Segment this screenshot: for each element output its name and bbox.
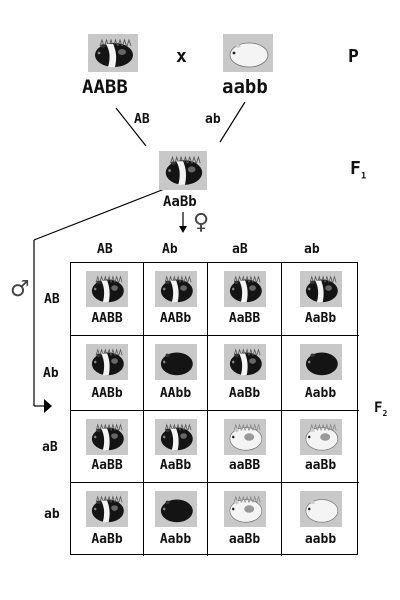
- guinea-pig-icon: [224, 344, 266, 380]
- guinea-pig-icon: [224, 271, 266, 307]
- offspring-genotype: AaBb: [91, 532, 123, 547]
- punnett-cell: [71, 483, 144, 556]
- guinea-pig-eye: [94, 508, 96, 511]
- offspring-genotype: AaBB: [228, 311, 261, 326]
- guinea-pig-icon: [155, 419, 197, 455]
- punnett-cell: [71, 411, 144, 483]
- guinea-pig-icon: [86, 271, 128, 307]
- punnett-cell: [282, 336, 359, 411]
- male-gamete-line-diagonal: [34, 188, 167, 240]
- guinea-pig-icon: [155, 271, 197, 307]
- guinea-pig-icon: [224, 419, 266, 455]
- fur-tuft: [256, 277, 259, 283]
- punnett-cell: [208, 411, 282, 483]
- guinea-pig-eye: [94, 288, 96, 291]
- row-header-3: aB: [42, 440, 58, 455]
- f1-genotype: AaBb: [163, 194, 197, 210]
- parent-left-genotype: AABB: [82, 76, 128, 98]
- guinea-pig-icon: [300, 344, 342, 380]
- f1-guinea-pig: [159, 151, 207, 190]
- fur-rosette: [325, 285, 332, 291]
- grey-fur-patch: [320, 433, 330, 441]
- offspring-guinea-pig: [300, 271, 342, 307]
- guinea-pig-icon: [300, 419, 342, 455]
- male-symbol: ♂: [10, 277, 30, 302]
- punnett-cell: [144, 263, 208, 336]
- punnett-square: [70, 262, 358, 555]
- guinea-pig-ear: [234, 354, 238, 357]
- punnett-cell: [282, 411, 359, 483]
- guinea-pig-icon: [155, 344, 197, 380]
- offspring-guinea-pig: [300, 491, 342, 527]
- guinea-pig-ear: [97, 354, 101, 357]
- guinea-pig-ear: [165, 281, 169, 284]
- offspring-genotype: AABb: [159, 311, 192, 326]
- guinea-pig-ear: [97, 281, 101, 284]
- left-gamete-label: AB: [134, 112, 150, 127]
- fur-rosette: [180, 285, 187, 291]
- guinea-pig-ear: [236, 44, 241, 48]
- fur-tuft: [119, 277, 122, 283]
- offspring-genotype: aaBB: [228, 458, 261, 473]
- fur-tuft: [256, 350, 259, 356]
- guinea-pig-icon: [86, 491, 128, 527]
- guinea-pig-ear: [234, 429, 238, 432]
- fur-tuft: [119, 350, 122, 356]
- punnett-cell: [71, 263, 144, 336]
- guinea-pig-ear: [101, 44, 106, 48]
- f1-label-subscript: 1: [360, 171, 367, 182]
- female-symbol: ♀: [193, 210, 210, 235]
- fur-tuft: [187, 277, 190, 283]
- fur-tuft: [256, 425, 259, 431]
- guinea-pig-icon: [300, 271, 342, 307]
- offspring-genotype: AaBb: [159, 458, 192, 473]
- guinea-pig-eye: [163, 436, 165, 439]
- guinea-pig-eye: [163, 361, 165, 364]
- offspring-genotype: AAbb: [159, 386, 192, 401]
- guinea-pig-ear: [171, 161, 176, 165]
- column-header-3: aB: [232, 242, 248, 257]
- fur-rosette: [111, 358, 118, 364]
- punnett-cell: [144, 483, 208, 556]
- fur-rosette: [249, 285, 256, 291]
- offspring-guinea-pig: [155, 491, 197, 527]
- male-arrowhead: [44, 399, 52, 413]
- fur-rosette: [111, 285, 118, 291]
- row-header-1: AB: [44, 292, 60, 307]
- offspring-genotype: aaBb: [228, 532, 261, 547]
- offspring-guinea-pig: [224, 491, 266, 527]
- fur-rosette: [180, 433, 187, 439]
- offspring-guinea-pig: [155, 419, 197, 455]
- cross-symbol: x: [176, 46, 187, 67]
- right-gamete-label: ab: [205, 112, 221, 127]
- guinea-pig-eye: [94, 361, 96, 364]
- fur-tuft: [332, 277, 335, 283]
- fur-rosette: [111, 433, 118, 439]
- guinea-pig-ear: [310, 429, 314, 432]
- guinea-pig-eye: [232, 436, 234, 439]
- offspring-genotype: AaBb: [304, 311, 337, 326]
- offspring-genotype: AaBB: [91, 458, 123, 473]
- offspring-genotype: aabb: [304, 532, 337, 547]
- guinea-pig-eye: [98, 52, 101, 55]
- offspring-genotype: AABb: [91, 386, 123, 401]
- punnett-cell: [208, 263, 282, 336]
- punnett-cell: [282, 483, 359, 556]
- punnett-cell: [144, 336, 208, 411]
- fur-rosette: [118, 49, 126, 55]
- punnett-cell: [208, 483, 282, 556]
- offspring-guinea-pig: [86, 271, 128, 307]
- offspring-guinea-pig: [86, 491, 128, 527]
- guinea-pig-eye: [232, 361, 234, 364]
- f1-label: [350, 158, 366, 182]
- grey-fur-patch: [244, 433, 254, 441]
- guinea-pig-eye: [308, 361, 310, 364]
- parent-right-genotype: aabb: [222, 76, 268, 98]
- parent-guinea-pig-right: [223, 34, 273, 72]
- offspring-guinea-pig: [86, 344, 128, 380]
- offspring-genotype: aaBb: [304, 458, 337, 473]
- guinea-pig-ear: [165, 429, 169, 432]
- guinea-pig-eye: [94, 436, 96, 439]
- offspring-guinea-pig: [224, 271, 266, 307]
- female-arrowhead: [179, 226, 187, 233]
- offspring-guinea-pig: [86, 419, 128, 455]
- fur-tuft: [119, 425, 122, 431]
- offspring-genotype: AABB: [91, 311, 123, 326]
- guinea-pig-ear: [97, 429, 101, 432]
- fur-rosette: [249, 358, 256, 364]
- punnett-cell: [282, 263, 359, 336]
- guinea-pig-eye: [233, 52, 236, 55]
- punnett-cell: [208, 336, 282, 411]
- guinea-pig-eye: [163, 288, 165, 291]
- guinea-pig-eye: [308, 288, 310, 291]
- guinea-pig-ear: [165, 501, 169, 504]
- guinea-pig-eye: [308, 436, 310, 439]
- fur-rosette: [188, 166, 196, 172]
- guinea-pig-ear: [234, 281, 238, 284]
- guinea-pig-icon: [300, 491, 342, 527]
- punnett-cell: [144, 411, 208, 483]
- offspring-guinea-pig: [224, 419, 266, 455]
- column-header-1: AB: [97, 242, 113, 257]
- fur-tuft: [196, 157, 200, 163]
- parent-guinea-pig-left: [88, 34, 138, 72]
- guinea-pig-icon: [88, 34, 138, 72]
- offspring-guinea-pig: [300, 344, 342, 380]
- f2-label-letter: F: [374, 400, 383, 416]
- guinea-pig-ear: [165, 354, 169, 357]
- generation-p-label: P: [348, 46, 359, 67]
- fur-tuft: [127, 40, 131, 46]
- offspring-genotype: AaBb: [228, 386, 261, 401]
- guinea-pig-ear: [310, 501, 314, 504]
- offspring-guinea-pig: [155, 271, 197, 307]
- f2-label-subscript: 2: [382, 408, 388, 418]
- fur-tuft: [256, 497, 259, 503]
- f1-label-letter: F: [350, 158, 361, 179]
- offspring-genotype: Aabb: [304, 386, 337, 401]
- guinea-pig-ear: [310, 354, 314, 357]
- guinea-pig-eye: [163, 508, 165, 511]
- guinea-pig-eye: [308, 508, 310, 511]
- fur-rosette: [111, 505, 118, 511]
- row-header-4: ab: [44, 507, 60, 522]
- column-header-4: ab: [304, 242, 320, 257]
- guinea-pig-eye: [232, 508, 234, 511]
- offspring-guinea-pig: [224, 344, 266, 380]
- offspring-guinea-pig: [155, 344, 197, 380]
- guinea-pig-ear: [97, 501, 101, 504]
- guinea-pig-icon: [155, 491, 197, 527]
- row-header-2: Ab: [43, 366, 59, 381]
- offspring-guinea-pig: [300, 419, 342, 455]
- offspring-genotype: Aabb: [159, 532, 192, 547]
- guinea-pig-icon: [86, 419, 128, 455]
- fur-tuft: [119, 497, 122, 503]
- guinea-pig-ear: [310, 281, 314, 284]
- column-header-2: Ab: [162, 242, 178, 257]
- punnett-cell: [71, 336, 144, 411]
- grey-fur-patch: [244, 505, 254, 513]
- guinea-pig-eye: [168, 169, 171, 172]
- fur-tuft: [332, 425, 335, 431]
- guinea-pig-icon: [223, 34, 273, 72]
- guinea-pig-ear: [234, 501, 238, 504]
- guinea-pig-icon: [224, 491, 266, 527]
- guinea-pig-icon: [159, 151, 207, 190]
- guinea-pig-icon: [86, 344, 128, 380]
- right-parent-line: [220, 102, 245, 142]
- f2-label: [374, 400, 387, 418]
- fur-tuft: [187, 425, 190, 431]
- guinea-pig-eye: [232, 288, 234, 291]
